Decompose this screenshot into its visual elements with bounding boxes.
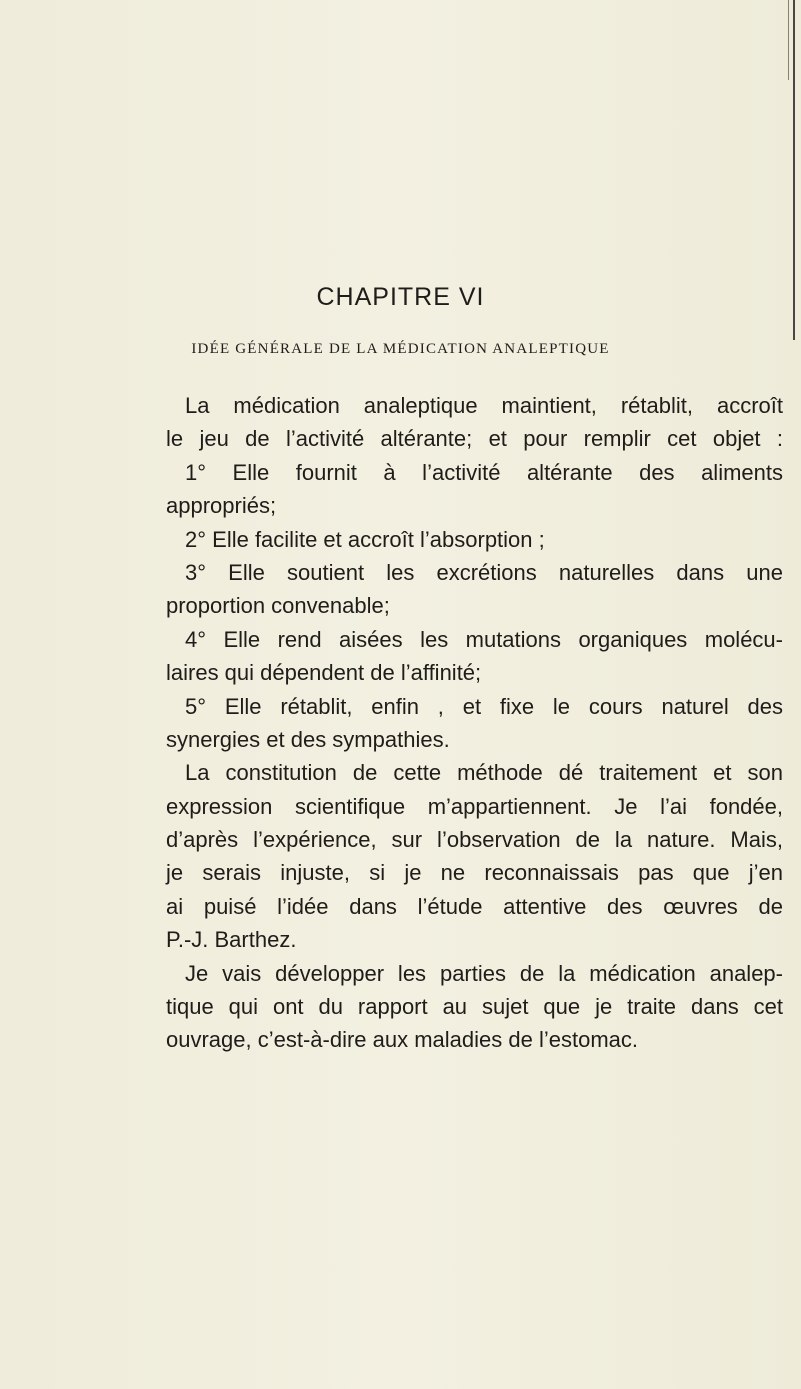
text-line: Je vais développer les parties de la médication analep- xyxy=(185,960,783,986)
chapter-subtitle: IDÉE GÉNÉRALE DE LA MÉDICATION ANALEPTIQUE xyxy=(191,341,610,357)
text-line: 5° Elle rétablit, enfin , et fixe le cours naturel des xyxy=(185,693,783,719)
text-line: ai puisé l’idée dans l’étude attentive des œuvres de xyxy=(166,893,783,919)
text-line: appropriés; xyxy=(166,493,277,519)
text-line: proportion convenable; xyxy=(166,593,390,619)
text-line: le jeu de l’activité altérante; et pour remplir cet objet : xyxy=(166,426,783,452)
text-line: ouvrage, c’est-à-dire aux maladies de l’estomac. xyxy=(166,1027,639,1053)
text-line: expression scientifique m’appartiennent. Je l’ai fondée, xyxy=(166,793,783,819)
text-line: tique qui ont du rapport au sujet que je traite dans cet xyxy=(166,994,783,1020)
page-edge-shadow-secondary xyxy=(788,0,789,80)
text-line: laires qui dépendent de l’affinité; xyxy=(166,660,482,686)
text-line: je serais injuste, si je ne reconnaissais pas que j’en xyxy=(166,860,783,886)
text-line: P.-J. Barthez. xyxy=(166,927,297,953)
text-line: 3° Elle soutient les excrétions naturelles dans une xyxy=(185,559,783,585)
text-line: 1° Elle fournit à l’activité altérante des aliments xyxy=(185,459,783,485)
text-line: La constitution de cette méthode dé traitement et son xyxy=(185,760,783,786)
body-text xyxy=(166,389,783,1057)
text-line: 4° Elle rend aisées les mutations organiques molécu- xyxy=(185,626,783,652)
chapter-title: CHAPITRE VI xyxy=(316,283,485,311)
text-line: synergies et des sympathies. xyxy=(166,726,450,752)
text-line: d’après l’expérience, sur l’observation de la nature. Mais, xyxy=(166,827,783,853)
text-line: 2° Elle facilite et accroît l’absorption ; xyxy=(185,526,545,552)
text-line: La médication analeptique maintient, rétablit, accroît xyxy=(185,393,783,418)
